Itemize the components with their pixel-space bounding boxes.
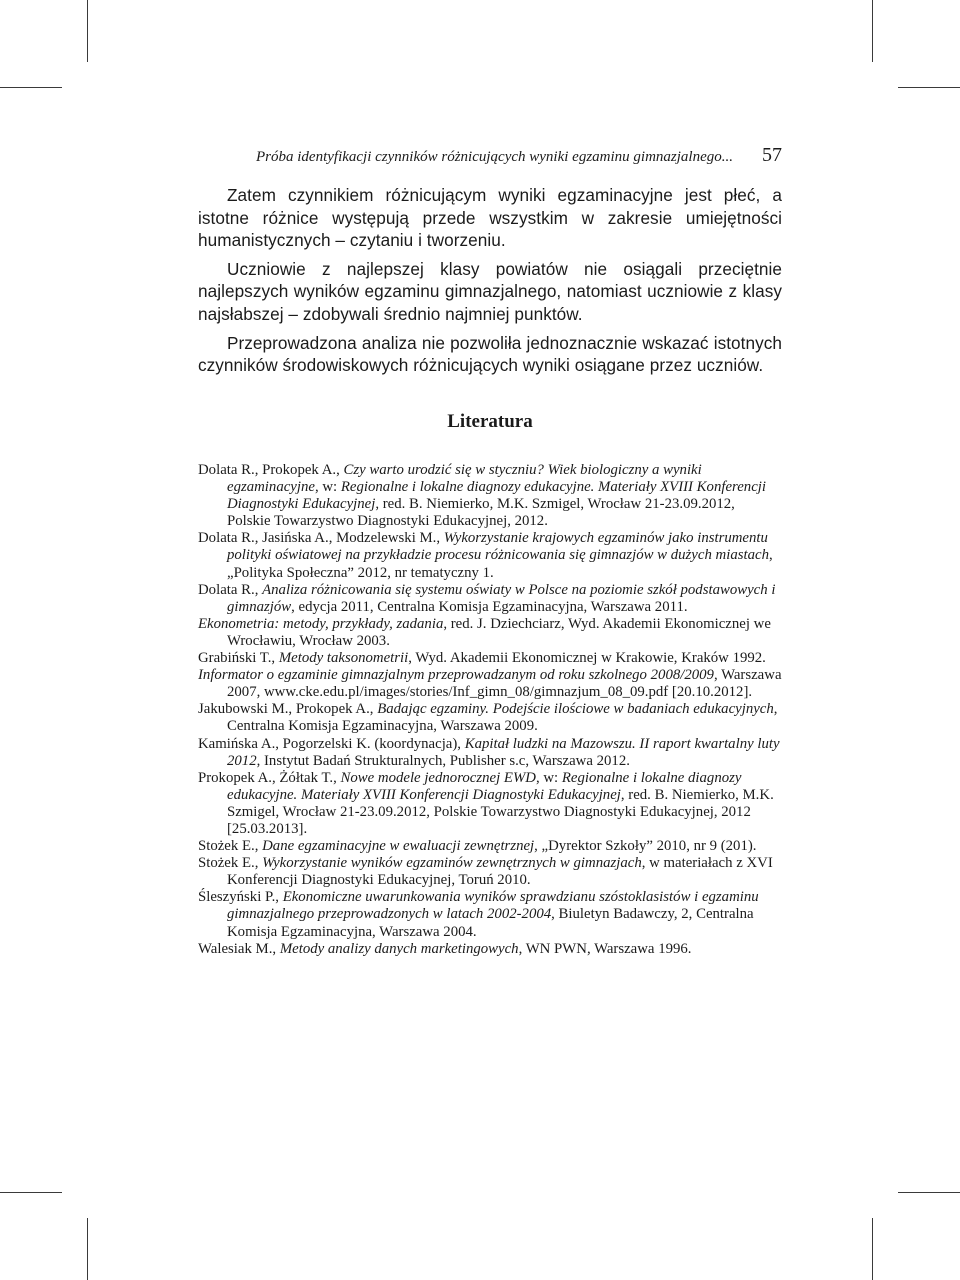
running-title: Próba identyfikacji czynników różnicujących wyniki egzaminu gimnazjalnego... xyxy=(256,149,733,165)
section-title: Literatura xyxy=(447,411,533,432)
reference-title: Wykorzystanie wyników egzaminów zewnętrznych w gimnazjach xyxy=(262,855,642,872)
reference-text: , w: xyxy=(535,769,562,786)
references-list xyxy=(198,462,782,958)
reference-text: , edycja 2011, Centralna Komisja Egzaminacyjna, Warszawa 2011. xyxy=(291,598,688,615)
reference-title: Analiza różnicowania się systemu oświaty w Polsce na poziomie szkół podstawowych i gimnazjów xyxy=(227,581,776,615)
reference-title: Dane egzaminacyjne w ewaluacji zewnętrznej xyxy=(262,838,535,855)
crop-mark-bottom-right xyxy=(872,1218,873,1280)
reference-title: Ekonometria: metody, przykłady, zadania xyxy=(198,615,444,632)
reference-entry xyxy=(198,941,782,958)
reference-title: Badając egzaminy. Podejście ilościowe w badaniach edukacyjnych xyxy=(377,701,774,718)
reference-text: , w: xyxy=(314,479,341,496)
reference-text: , w materiałach z XVI Konferencji Diagnostyki Edukacyjnej, Toruń 2010. xyxy=(227,855,773,889)
reference-text: , Centralna Komisja Egzaminacyjna, Warszawa 2009. xyxy=(227,701,778,735)
reference-title: Wykorzystanie krajowych egzaminów jako instrumentu polityki oświatowej na przykładzie procesu różnicowania się gimnazjów w dużych miastach xyxy=(227,530,769,564)
reference-text: , Biuletyn Badawczy, 2, Centralna Komisja Egzaminacyjna, Warszawa 2004. xyxy=(227,906,754,940)
reference-text: , Instytut Badań Strukturalnych, Publisher s.c, Warszawa 2012. xyxy=(256,752,630,769)
reference-entry xyxy=(198,838,782,855)
reference-entry xyxy=(198,650,782,667)
reference-text: Jakubowski M., Prokopek A., xyxy=(198,701,378,718)
reference-text: Śleszyński P., xyxy=(198,889,283,906)
reference-entry xyxy=(198,889,782,940)
page-number: 57 xyxy=(762,144,782,166)
reference-text: Dolata R., Jasińska A., Modzelewski M., xyxy=(198,530,444,547)
reference-entry xyxy=(198,736,782,770)
reference-title: Metody taksonometrii xyxy=(278,650,409,667)
reference-text: , WN PWN, Warszawa 1996. xyxy=(518,940,692,957)
reference-text: , red. B. Niemierko, M.K. Szmigel, Wrocław 21-23.09.2012, Polskie Towarzystwo Diagnostyki Edukacyjnej, 2012 [25.03.2013]. xyxy=(227,786,774,837)
crop-mark-left-top xyxy=(0,87,62,88)
reference-title: Informator o egzaminie gimnazjalnym przeprowadzanym od roku szkolnego 2008/2009 xyxy=(198,667,714,684)
reference-text: , red. J. Dziechciarz, Wyd. Akademii Ekonomicznej we Wrocławiu, Wrocław 2003. xyxy=(227,615,771,649)
reference-text: Stożek E., xyxy=(198,855,263,872)
crop-mark-left-bottom xyxy=(0,1192,62,1193)
reference-text: Kamińska A., Pogorzelski K. (koordynacja), xyxy=(198,735,465,752)
reference-text: , „Dyrektor Szkoły” 2010, nr 9 (201). xyxy=(534,838,757,855)
reference-text: Prokopek A., Żółtak T., xyxy=(198,769,341,786)
reference-title: Kapitał ludzki na Mazowszu. II raport kwartalny luty 2012 xyxy=(227,735,780,769)
reference-title: Nowe modele jednorocznej EWD xyxy=(340,769,536,786)
crop-mark-top-right xyxy=(872,0,873,62)
reference-title: Regionalne i lokalne diagnozy edukacyjne. Materiały XVIII Konferencji Diagnostyki Edukacyjnej xyxy=(227,479,766,513)
reference-text: , Wyd. Akademii Ekonomicznej w Krakowie, Kraków 1992. xyxy=(408,650,766,667)
reference-entry xyxy=(198,530,782,581)
reference-text: Stożek E., xyxy=(198,838,263,855)
crop-mark-right-top xyxy=(898,87,960,88)
paragraph: Zatem czynnikiem różnicującym wyniki egzaminacyjne jest płeć, a istotne różnice występują przede wszystkim w zakresie umiejętności humanistycznych – czytaniu i tworzeniu. xyxy=(198,185,782,251)
reference-entry xyxy=(198,582,782,616)
reference-title: Metody analizy danych marketingowych xyxy=(279,940,519,957)
crop-mark-top-left xyxy=(87,0,88,62)
crop-mark-bottom-left xyxy=(87,1218,88,1280)
paragraph: Przeprowadzona analiza nie pozwoliła jednoznacznie wskazać istotnych czynników środowiskowych różnicujących wyniki osiągane przez uczniów. xyxy=(198,332,782,376)
body-text xyxy=(198,184,782,383)
reference-title: Czy warto urodzić się w styczniu? Wiek biologiczny a wyniki egzaminacyjne xyxy=(227,462,702,496)
reference-text: Dolata R., xyxy=(198,581,263,598)
reference-title: Ekonomiczne uwarunkowania wyników sprawdzianu szóstoklasistów i egzaminu gimnazjalnego przeprowadzonych w latach 2002-2004 xyxy=(227,889,759,923)
reference-entry xyxy=(198,462,782,530)
reference-text: Grabiński T., xyxy=(198,650,279,667)
reference-entry xyxy=(198,616,782,650)
reference-entry xyxy=(198,770,782,838)
paragraph: Uczniowie z najlepszej klasy powiatów nie osiągali przeciętnie najlepszych wyników egzaminu gimnazjalnego, natomiast uczniowie z klasy najsłabszej – zdobywali średnio najmniej punktów. xyxy=(198,258,782,324)
reference-entry xyxy=(198,667,782,701)
reference-title: Regionalne i lokalne diagnozy edukacyjne. Materiały XVIII Konferencji Diagnostyki Edukacyjnej xyxy=(227,769,742,803)
reference-text: , „Polityka Społeczna” 2012, nr tematyczny 1. xyxy=(227,547,773,581)
crop-mark-right-bottom xyxy=(898,1192,960,1193)
reference-text: , red. B. Niemierko, M.K. Szmigel, Wrocław 21-23.09.2012, Polskie Towarzystwo Diagnostyki Edukacyjnej, 2012. xyxy=(227,496,735,530)
reference-text: Dolata R., Prokopek A., xyxy=(198,462,344,478)
page-header xyxy=(198,144,782,174)
reference-entry xyxy=(198,701,782,735)
reference-text: Walesiak M., xyxy=(198,940,280,957)
reference-text: , Warszawa 2007, www.cke.edu.pl/images/stories/Inf_gimn_08/gimnazjum_08_09.pdf [20.10.2012]. xyxy=(227,667,782,701)
reference-entry xyxy=(198,855,782,889)
